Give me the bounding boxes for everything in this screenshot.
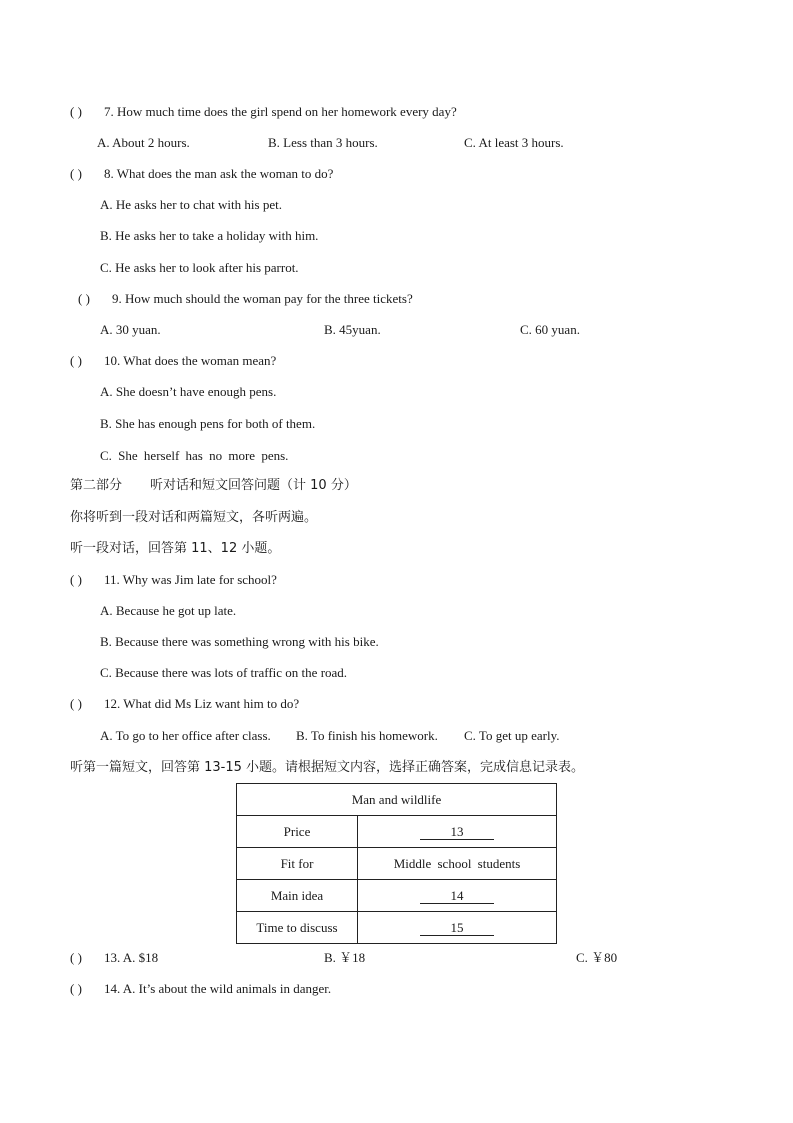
passage1-instruction: 听第一篇短文，回答第 13-15 小题。请根据短文内容，选择正确答案，完成信息记录表。 bbox=[70, 760, 585, 775]
q10-option-a: A. She doesn’t have enough pens. bbox=[100, 384, 277, 399]
q8-option-a: A. He asks her to chat with his pet. bbox=[100, 197, 282, 212]
question-text: 12. What did Ms Liz want him to do? bbox=[104, 696, 300, 711]
row-key: Time to discuss bbox=[237, 912, 358, 944]
part2-intro: 你将听到一段对话和两篇短文，各听两遍。 bbox=[70, 510, 318, 525]
part2-title: 听对话和短文回答问题（计 10 分） bbox=[150, 478, 357, 493]
question-text: 13. A. $18 bbox=[104, 950, 159, 965]
question-text: 8. What does the man ask the woman to do? bbox=[104, 166, 334, 181]
question-13 bbox=[70, 950, 158, 966]
q11-option-a: A. Because he got up late. bbox=[100, 603, 237, 618]
answer-paren[interactable]: ( ) bbox=[70, 166, 82, 181]
question-10 bbox=[70, 353, 276, 369]
answer-blank-13[interactable]: 13 bbox=[420, 825, 494, 840]
q9-option-b: B. 45yuan. bbox=[324, 322, 381, 337]
question-text: 14. A. It’s about the wild animals in danger. bbox=[104, 981, 332, 996]
q8-option-c: C. He asks her to look after his parrot. bbox=[100, 260, 299, 275]
answer-paren[interactable]: ( ) bbox=[70, 981, 82, 996]
question-8 bbox=[70, 166, 333, 182]
q13-option-b: B. ￥18 bbox=[324, 950, 366, 965]
question-text: 11. Why was Jim late for school? bbox=[104, 572, 277, 587]
row-key: Fit for bbox=[237, 848, 358, 880]
question-9 bbox=[78, 291, 413, 307]
q12-option-a: A. To go to her office after class. bbox=[100, 728, 271, 743]
q10-option-c: C. She herself has no more pens. bbox=[100, 448, 289, 463]
q10-option-b: B. She has enough pens for both of them. bbox=[100, 416, 316, 431]
question-14 bbox=[70, 981, 331, 997]
q9-option-c: C. 60 yuan. bbox=[520, 322, 580, 337]
row-value bbox=[358, 912, 557, 944]
answer-paren[interactable]: ( ) bbox=[70, 950, 82, 965]
row-key: Main idea bbox=[237, 880, 358, 912]
q7-option-c: C. At least 3 hours. bbox=[464, 135, 564, 150]
table-row bbox=[237, 912, 557, 944]
part2-label: 第二部分 bbox=[70, 478, 123, 493]
answer-blank-14[interactable]: 14 bbox=[420, 889, 494, 904]
question-7 bbox=[70, 104, 457, 120]
row-key: Price bbox=[237, 816, 358, 848]
answer-paren[interactable]: ( ) bbox=[70, 353, 82, 368]
question-text: 9. How much should the woman pay for the three tickets? bbox=[112, 291, 413, 306]
table-row bbox=[237, 880, 557, 912]
table-title: Man and wildlife bbox=[237, 784, 557, 816]
q11-option-b: B. Because there was something wrong with his bike. bbox=[100, 634, 379, 649]
q7-option-b: B. Less than 3 hours. bbox=[268, 135, 378, 150]
table-row bbox=[237, 816, 557, 848]
q12-option-c: C. To get up early. bbox=[464, 728, 560, 743]
answer-paren[interactable]: ( ) bbox=[70, 572, 82, 587]
part2-heading bbox=[70, 478, 357, 494]
table-row bbox=[237, 848, 557, 880]
question-text: 10. What does the woman mean? bbox=[104, 353, 277, 368]
q12-option-b: B. To finish his homework. bbox=[296, 728, 438, 743]
answer-blank-15[interactable]: 15 bbox=[420, 921, 494, 936]
q11-option-c: C. Because there was lots of traffic on the road. bbox=[100, 665, 348, 680]
answer-paren[interactable]: ( ) bbox=[70, 104, 82, 119]
question-text: 7. How much time does the girl spend on her homework every day? bbox=[104, 104, 457, 119]
q13-option-c: C. ￥80 bbox=[576, 950, 618, 965]
answer-paren[interactable]: ( ) bbox=[78, 291, 90, 306]
dialog-instruction: 听一段对话，回答第 11、12 小题。 bbox=[70, 541, 281, 556]
row-value bbox=[358, 880, 557, 912]
question-11 bbox=[70, 572, 277, 588]
answer-paren[interactable]: ( ) bbox=[70, 696, 82, 711]
info-record-table bbox=[236, 783, 557, 944]
q7-option-a: A. About 2 hours. bbox=[97, 135, 190, 150]
row-value: Middle school students bbox=[358, 848, 557, 880]
q8-option-b: B. He asks her to take a holiday with him. bbox=[100, 228, 319, 243]
row-value bbox=[358, 816, 557, 848]
q9-option-a: A. 30 yuan. bbox=[100, 322, 161, 337]
question-12 bbox=[70, 696, 299, 712]
